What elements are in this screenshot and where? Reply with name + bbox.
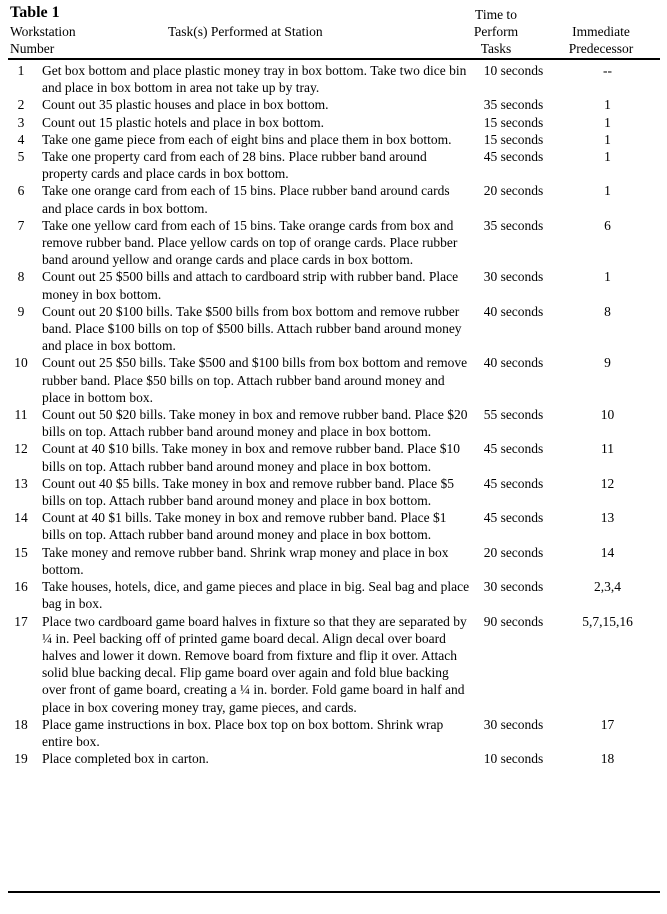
header-rule [8, 58, 660, 60]
task-time-cell: 90 seconds [483, 613, 544, 629]
table-row [8, 440, 660, 474]
predecessor-cell: 2,3,4 [594, 579, 621, 595]
task-time-cell: 30 seconds [483, 269, 544, 285]
table-row [8, 354, 660, 406]
table-row [8, 303, 660, 355]
workstation-number-cell: 18 [14, 716, 28, 732]
workstation-table [8, 62, 660, 767]
table-row [8, 148, 660, 182]
predecessor-cell: 1 [604, 183, 611, 199]
workstation-number-cell: 3 [17, 114, 25, 130]
task-description-cell: Count out 25 $50 bills. Take $500 and $100 bills from box bottom and remove rubber band. Place $50 bills on top. Attach rubber band around money and place in bottom box. [42, 355, 468, 405]
workstation-number-cell: 2 [17, 97, 25, 113]
predecessor-cell: -- [603, 63, 612, 78]
task-time-cell: 15 seconds [483, 114, 544, 130]
table-row [8, 217, 660, 269]
task-description-cell: Place two cardboard game board halves in fixture so that they are separated by ¼ in. Peel backing off of printed game board decal. Align decal over board halves and lower it down. Remove board from fixture and flip it over. Attach solid blue backing decal. Flip game board over again and fold blue backing over front of game board, creating a ¼ in. border. Fold game board in half and place in box covering money tray, game pieces, and cards. [42, 613, 467, 715]
header-immediate-predecessor [560, 23, 642, 57]
workstation-number-cell: 9 [17, 303, 25, 319]
header-time-line3: Tasks [480, 41, 512, 56]
task-time-cell: 55 seconds [483, 407, 544, 423]
table-row [8, 578, 660, 612]
task-time-cell: 45 seconds [483, 149, 544, 165]
predecessor-cell: 1 [604, 97, 611, 113]
task-description-cell: Count out 15 plastic hotels and place in box bottom. [42, 114, 324, 130]
workstation-number-cell: 5 [17, 149, 25, 165]
workstation-number-cell: 8 [17, 269, 25, 285]
predecessor-cell: 18 [600, 751, 615, 767]
table-row [8, 62, 660, 96]
table-title: Table 1 [10, 4, 60, 21]
header-workstation-line1: Workstation [10, 24, 76, 39]
predecessor-cell: 17 [600, 716, 615, 732]
predecessor-cell: 6 [604, 217, 611, 233]
footer-rule [8, 891, 660, 893]
task-description-cell: Count out 25 $500 bills and attach to cardboard strip with rubber band. Place money in box bottom. [42, 269, 459, 302]
table-row [8, 131, 660, 148]
table-row [8, 613, 660, 716]
table-row [8, 475, 660, 509]
predecessor-cell: 11 [601, 441, 614, 457]
predecessor-cell: 12 [600, 475, 615, 491]
table-row [8, 114, 660, 131]
task-time-cell: 30 seconds [483, 716, 544, 732]
task-time-cell: 40 seconds [483, 355, 544, 371]
header-workstation-number [10, 23, 76, 57]
task-description-cell: Take houses, hotels, dice, and game pieces and place in big. Seal bag and place bag in box. [42, 579, 470, 612]
table-row [8, 182, 660, 216]
predecessor-cell: 1 [604, 114, 611, 130]
predecessor-cell: 10 [600, 407, 615, 423]
header-pred-line2: Predecessor [568, 41, 634, 56]
table-row [8, 96, 660, 113]
task-description-cell: Count out 50 $20 bills. Take money in box and remove rubber band. Place $20 bills on top. Attach rubber band around money and place in box bottom. [42, 407, 468, 440]
task-description-cell: Take one game piece from each of eight bins and place them in box bottom. [42, 131, 452, 147]
header-pred-line1: Immediate [572, 24, 630, 39]
task-description-cell: Place game instructions in box. Place box top on box bottom. Shrink wrap entire box. [42, 716, 444, 749]
task-description-cell: Take one orange card from each of 15 bins. Place rubber band around cards and place cards in box bottom. [42, 183, 450, 216]
task-time-cell: 45 seconds [483, 441, 544, 457]
header-time-line2: Perform [473, 24, 519, 39]
header-task: Task(s) Performed at Station [168, 24, 323, 39]
task-time-cell: 20 seconds [483, 544, 544, 560]
workstation-number-cell: 12 [14, 441, 28, 457]
workstation-number-cell: 14 [14, 510, 28, 526]
task-description-cell: Count out 40 $5 bills. Take money in box and remove rubber band. Place $5 bills on top. Attach rubber band around money and place in box bottom. [42, 475, 454, 509]
task-time-cell: 30 seconds [483, 579, 544, 595]
task-time-cell: 35 seconds [483, 217, 544, 233]
task-time-cell: 45 seconds [483, 475, 544, 491]
table-row [8, 544, 660, 578]
task-time-cell: 45 seconds [483, 510, 544, 526]
predecessor-cell: 13 [600, 510, 615, 526]
table-row [8, 406, 660, 440]
task-time-cell: 10 seconds [483, 63, 544, 78]
workstation-number-cell: 1 [17, 63, 25, 78]
task-time-cell: 40 seconds [483, 303, 544, 319]
table-body [8, 62, 660, 767]
task-description-cell: Place completed box in carton. [42, 751, 209, 767]
task-description-cell: Count at 40 $1 bills. Take money in box and remove rubber band. Place $1 bills on top. Attach rubber band around money and place in box bottom. [42, 510, 447, 543]
predecessor-cell: 8 [604, 303, 611, 319]
predecessor-cell: 14 [600, 544, 615, 560]
task-description-cell: Get box bottom and place plastic money tray in box bottom. Take two dice bin and place in box bottom in area not take up by tray. [42, 63, 467, 96]
predecessor-cell: 5,7,15,16 [582, 613, 633, 629]
workstation-number-cell: 16 [14, 579, 28, 595]
task-description-cell: Take one yellow card from each of 15 bins. Take orange cards from box and remove rubber band. Place yellow cards on top of orange cards. Place rubber band around yellow and orange cards and place cards in box bottom. [42, 217, 458, 268]
workstation-number-cell: 19 [14, 751, 28, 767]
task-time-cell: 15 seconds [483, 131, 544, 147]
predecessor-cell: 1 [604, 269, 611, 285]
header-workstation-line2: Number [10, 41, 55, 56]
task-time-cell: 20 seconds [483, 183, 544, 199]
workstation-number-cell: 6 [17, 183, 25, 199]
workstation-number-cell: 15 [14, 544, 28, 560]
workstation-number-cell: 10 [14, 355, 28, 371]
workstation-number-cell: 13 [14, 475, 28, 491]
task-description-cell: Count out 35 plastic houses and place in box bottom. [42, 97, 329, 113]
predecessor-cell: 1 [604, 131, 611, 147]
task-description-cell: Count at 40 $10 bills. Take money in box and remove rubber band. Place $10 bills on top. Attach rubber band around money and place in box bottom. [42, 441, 460, 474]
table-row [8, 509, 660, 543]
workstation-number-cell: 11 [14, 407, 28, 423]
workstation-number-cell: 4 [17, 131, 25, 147]
predecessor-cell: 1 [604, 149, 611, 165]
predecessor-cell: 9 [604, 355, 611, 371]
workstation-number-cell: 7 [17, 217, 25, 233]
task-description-cell: Take one property card from each of 28 bins. Place rubber band around property cards and place cards in box bottom. [42, 149, 427, 182]
task-description-cell: Count out 20 $100 bills. Take $500 bills from box bottom and remove rubber band. Place $100 bills on top of $500 bills. Attach rubber band around money and place in box bottom. [42, 303, 462, 354]
header-time-line1: Time to [475, 7, 517, 22]
workstation-number-cell: 17 [14, 613, 28, 629]
header-time-to-perform [461, 6, 531, 57]
table-row [8, 268, 660, 302]
task-time-cell: 35 seconds [483, 97, 544, 113]
table-row [8, 750, 660, 767]
task-description-cell: Take money and remove rubber band. Shrink wrap money and place in box bottom. [42, 544, 449, 577]
task-time-cell: 10 seconds [483, 751, 544, 767]
table-row [8, 716, 660, 750]
